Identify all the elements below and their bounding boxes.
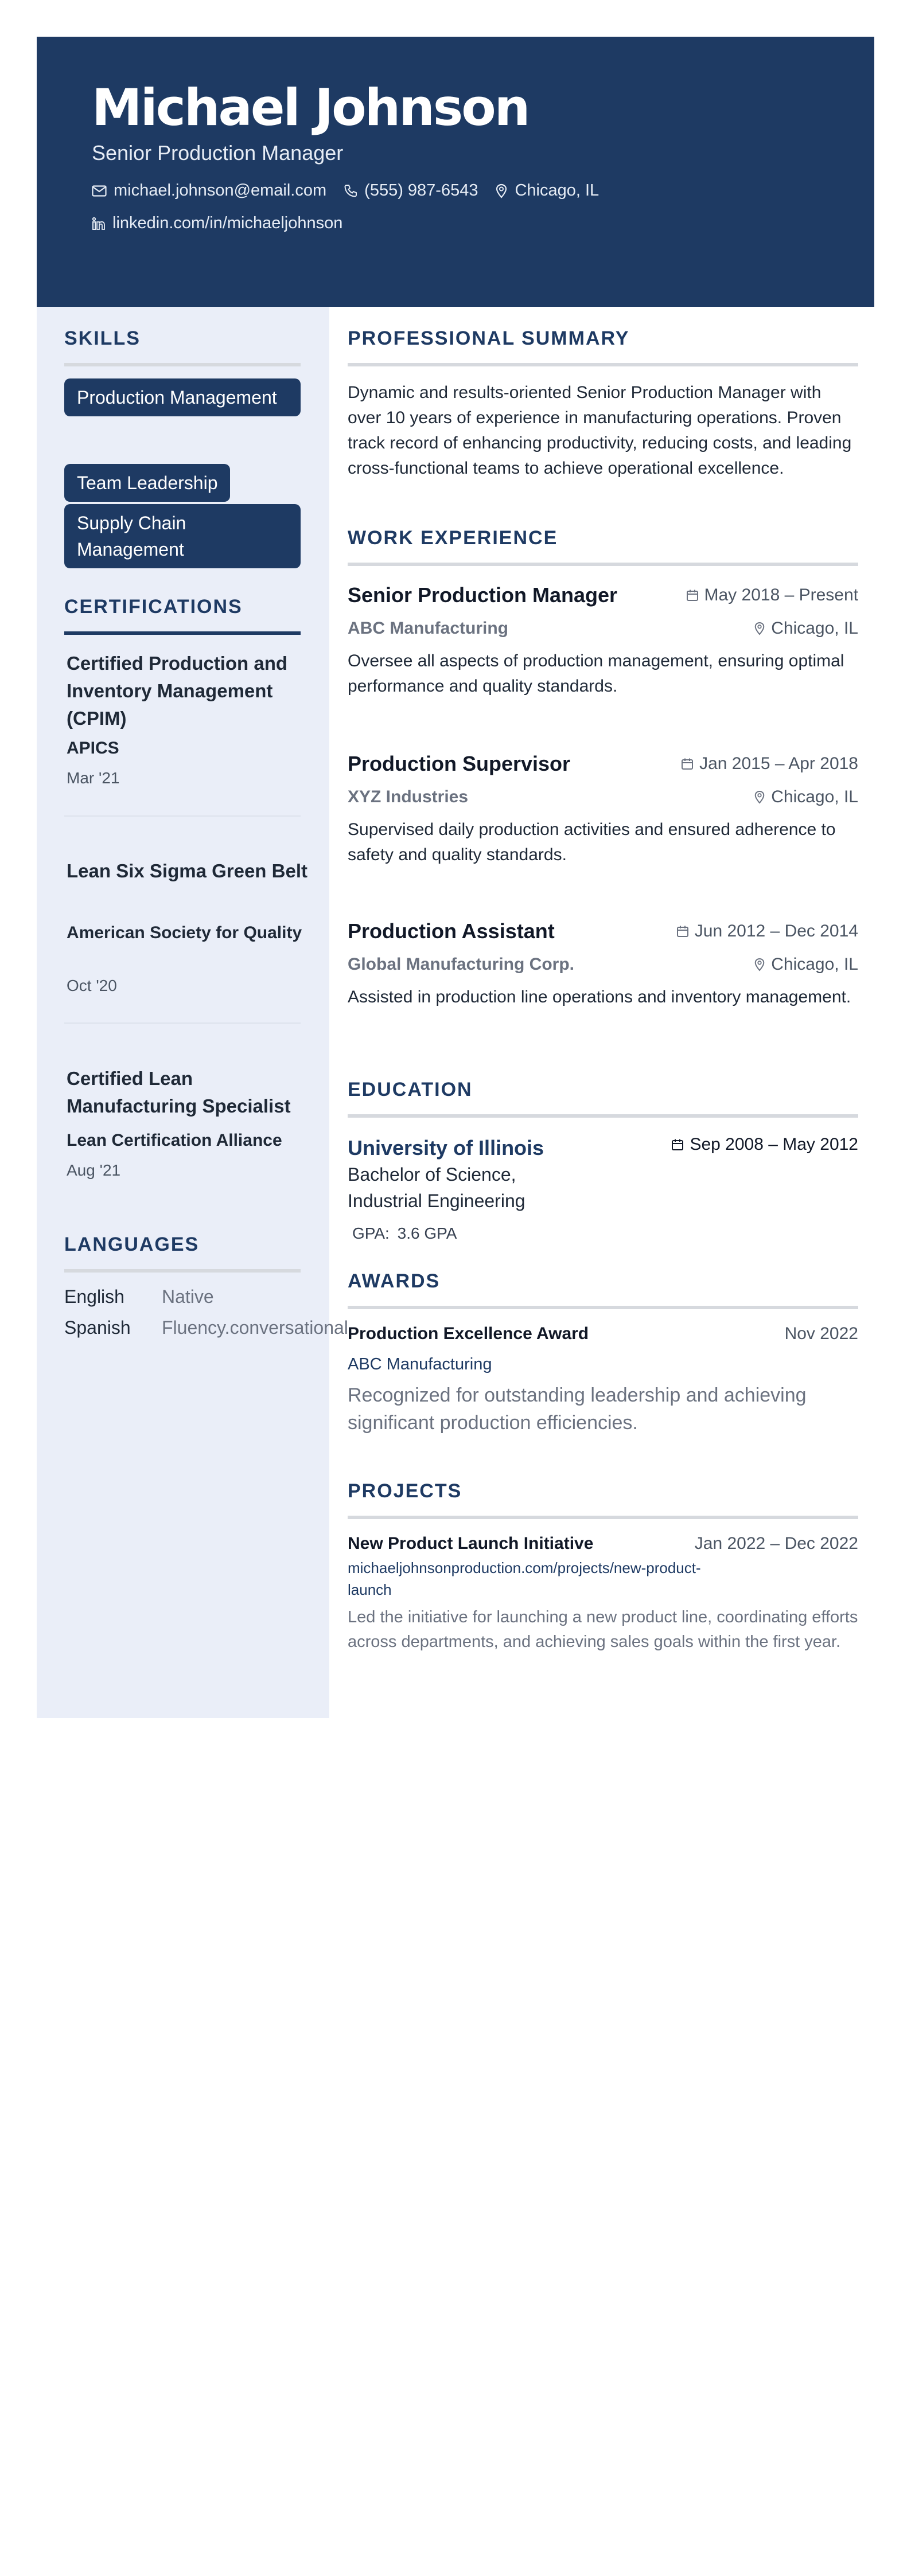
project-dates: Jan 2022 – Dec 2022	[694, 1534, 858, 1553]
cert-date: Aug '21	[67, 1161, 121, 1179]
cert-issuer: APICS	[67, 739, 119, 758]
experience-title: WORK EXPERIENCE	[348, 527, 558, 549]
projects-rule	[348, 1516, 858, 1519]
cert-name: Lean Six Sigma Green Belt	[67, 860, 307, 881]
languages-title: LANGUAGES	[64, 1234, 200, 1255]
location-pin-icon	[754, 790, 765, 804]
skills-rule	[64, 363, 301, 366]
job-description: Supervised daily production activities and ensured adherence to safety and quality standards.	[348, 820, 836, 864]
job-company: Global Manufacturing Corp.	[348, 955, 574, 974]
linkedin-icon	[92, 217, 106, 231]
job-location-text: Chicago, IL	[771, 619, 858, 638]
award-issuer: ABC Manufacturing	[348, 1355, 492, 1373]
contact-row	[92, 181, 616, 200]
job-company: ABC Manufacturing	[348, 619, 508, 638]
education-dates-text: Sep 2008 – May 2012	[690, 1135, 858, 1154]
cert-date: Oct '20	[67, 977, 117, 994]
calendar-icon	[676, 925, 689, 938]
job-role: Production Supervisor	[348, 752, 571, 775]
job-dates	[686, 586, 859, 605]
job-location	[754, 955, 858, 974]
language-level: Native	[162, 1286, 214, 1307]
summary-title: PROFESSIONAL SUMMARY	[348, 327, 630, 349]
job-dates	[676, 922, 858, 941]
award-date: Nov 2022	[784, 1324, 858, 1343]
certifications-rule	[64, 631, 301, 635]
cert-separator	[64, 1022, 301, 1024]
skill-tag: Team Leadership	[64, 464, 230, 502]
resume-header	[37, 37, 874, 307]
job-dates-text: Jun 2012 – Dec 2014	[694, 922, 858, 940]
project-link[interactable]: michaeljohnsonproduction.com/projects/new-product-launch	[348, 1559, 701, 1598]
location-pin-icon	[754, 958, 765, 971]
experience-rule	[348, 563, 858, 566]
job-location	[754, 787, 858, 807]
gpa-value: 3.6 GPA	[397, 1224, 457, 1242]
job-location-text: Chicago, IL	[771, 787, 858, 806]
job-location-text: Chicago, IL	[771, 955, 858, 974]
location-text: Chicago, IL	[515, 181, 599, 200]
job-location	[754, 619, 858, 638]
education-rule	[348, 1114, 858, 1118]
job-dates	[681, 754, 858, 774]
contact-linkedin[interactable]	[92, 214, 342, 233]
job-role: Senior Production Manager	[348, 583, 618, 607]
cert-name: Certified Production and Inventory Management (CPIM)	[67, 653, 288, 729]
skill-tag: Production Management	[64, 378, 301, 416]
resume-page	[37, 37, 874, 1718]
certifications-title: CERTIFICATIONS	[64, 596, 243, 618]
candidate-name: Michael Johnson	[92, 78, 529, 137]
contact-email[interactable]	[92, 181, 326, 200]
job-description: Assisted in production line operations and inventory management.	[348, 988, 851, 1006]
phone-icon	[344, 184, 357, 198]
awards-rule	[348, 1306, 858, 1309]
location-pin-icon	[495, 184, 508, 198]
job-dates-text: May 2018 – Present	[704, 586, 858, 604]
summary-text: Dynamic and results-oriented Senior Production Manager with over 10 years of experience in manufacturing operations. Proven track record of enhancing productivity, reducing costs, and leading cross-functional teams to achieve operational excellence.	[348, 383, 852, 478]
award-description: Recognized for outstanding leadership and achieving significant production efficiencies.	[348, 1384, 807, 1434]
education-school: University of Illinois	[348, 1136, 544, 1160]
cert-separator	[64, 815, 301, 817]
location-pin-icon	[754, 622, 765, 635]
education-gpa	[352, 1224, 457, 1243]
mail-icon	[92, 185, 107, 197]
language-level: Fluency.conversational	[162, 1317, 348, 1338]
language-name: Spanish	[64, 1317, 131, 1338]
sidebar	[37, 307, 348, 1718]
linkedin-text: linkedin.com/in/michaeljohnson	[112, 214, 343, 232]
main-content	[329, 307, 874, 1718]
contact-location	[495, 181, 599, 200]
contact-row-linkedin	[92, 214, 360, 233]
job-dates-text: Jan 2015 – Apr 2018	[699, 754, 858, 773]
awards-title: AWARDS	[348, 1270, 441, 1292]
cert-name: Certified Lean Manufacturing Specialist	[67, 1068, 291, 1117]
award-title: Production Excellence Award	[348, 1324, 589, 1343]
candidate-title: Senior Production Manager	[92, 141, 344, 165]
job-role: Production Assistant	[348, 919, 555, 943]
email-text: michael.johnson@email.com	[114, 181, 327, 200]
job-company: XYZ Industries	[348, 787, 469, 806]
cert-issuer: Lean Certification Alliance	[67, 1131, 282, 1150]
cert-date: Mar '21	[67, 769, 120, 787]
summary-rule	[348, 363, 858, 366]
education-title: EDUCATION	[348, 1079, 473, 1100]
job-description: Oversee all aspects of production management, ensuring optimal performance and quality standards.	[348, 651, 844, 696]
skills-title: SKILLS	[64, 327, 141, 349]
projects-title: PROJECTS	[348, 1480, 462, 1502]
education-dates	[671, 1135, 858, 1154]
skill-tag: Supply Chain Management	[64, 504, 301, 568]
contact-phone[interactable]	[344, 181, 478, 200]
project-title: New Product Launch Initiative	[348, 1534, 594, 1553]
language-name: English	[64, 1286, 124, 1307]
calendar-icon	[671, 1138, 684, 1151]
calendar-icon	[681, 758, 694, 770]
calendar-icon	[686, 589, 699, 602]
gpa-label: GPA:	[352, 1224, 390, 1242]
education-degree: Bachelor of Science, Industrial Engineering	[348, 1164, 525, 1211]
project-description: Led the initiative for launching a new product line, coordinating efforts across departments, and achieving sales goals within the first year.	[348, 1608, 858, 1651]
cert-issuer: American Society for Quality	[67, 923, 302, 942]
phone-text: (555) 987-6543	[364, 181, 478, 200]
languages-rule	[64, 1269, 301, 1273]
